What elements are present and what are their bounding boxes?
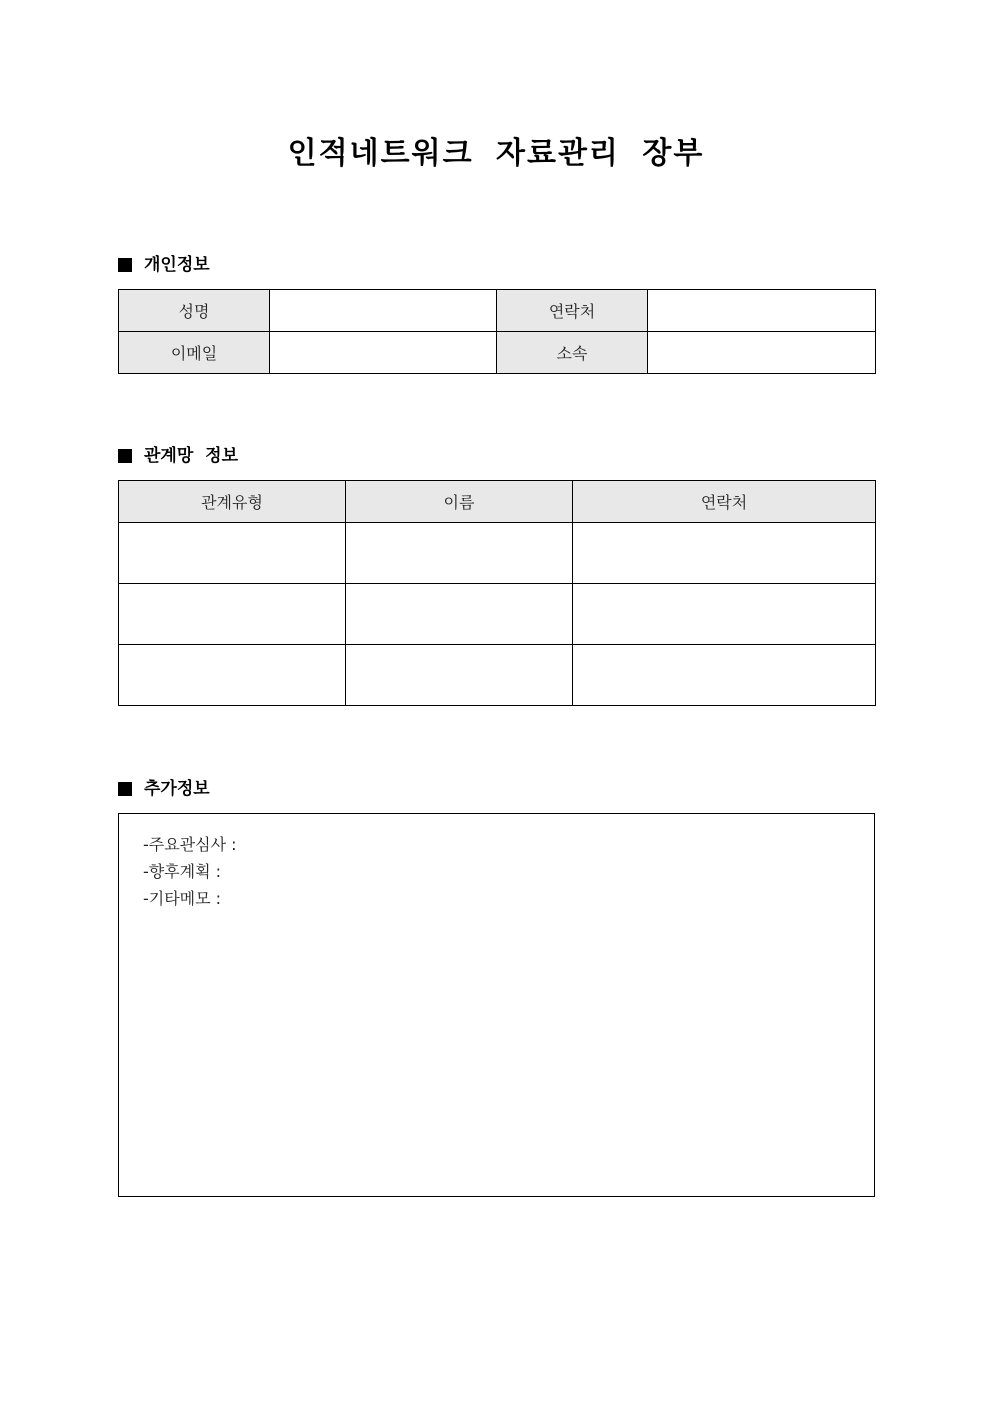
section-heading-text: 추가정보 xyxy=(144,779,210,799)
contact-cell[interactable] xyxy=(573,584,876,645)
relation-type-cell[interactable] xyxy=(119,645,346,706)
additional-info-box[interactable] xyxy=(118,813,875,1197)
email-label: 이메일 xyxy=(119,332,270,374)
square-bullet-icon xyxy=(118,782,132,796)
contact-field[interactable] xyxy=(648,290,876,332)
name-cell[interactable] xyxy=(346,645,573,706)
affiliation-label: 소속 xyxy=(497,332,648,374)
name-field[interactable] xyxy=(270,290,497,332)
relation-type-cell[interactable] xyxy=(119,523,346,584)
section-heading-text: 개인정보 xyxy=(144,255,210,275)
future-plans-line: -향후계획 : xyxy=(143,862,222,881)
other-memo-line: -기타메모 : xyxy=(143,889,222,908)
section-heading-text: 관계망 정보 xyxy=(144,446,239,466)
table-row xyxy=(119,290,876,332)
name-label: 성명 xyxy=(119,290,270,332)
table-header-row xyxy=(119,481,876,523)
section-heading-additional xyxy=(118,777,210,801)
table-row xyxy=(119,645,876,706)
column-header-name: 이름 xyxy=(346,481,573,523)
table-row xyxy=(119,523,876,584)
section-heading-network xyxy=(118,444,238,468)
name-cell[interactable] xyxy=(346,523,573,584)
table-row xyxy=(119,332,876,374)
email-field[interactable] xyxy=(270,332,497,374)
contact-cell[interactable] xyxy=(573,523,876,584)
relation-type-cell[interactable] xyxy=(119,584,346,645)
square-bullet-icon xyxy=(118,449,132,463)
contact-label: 연락처 xyxy=(497,290,648,332)
table-row xyxy=(119,584,876,645)
affiliation-field[interactable] xyxy=(648,332,876,374)
document-title: 인적네트워크 자료관리 장부 xyxy=(287,136,705,171)
name-cell[interactable] xyxy=(346,584,573,645)
personal-info-table xyxy=(118,289,876,374)
contact-cell[interactable] xyxy=(573,645,876,706)
network-info-table xyxy=(118,480,876,706)
interests-line: -주요관심사 : xyxy=(143,835,237,854)
square-bullet-icon xyxy=(118,258,132,272)
column-header-relation-type: 관계유형 xyxy=(119,481,346,523)
column-header-contact: 연락처 xyxy=(573,481,876,523)
section-heading-personal xyxy=(118,253,210,277)
